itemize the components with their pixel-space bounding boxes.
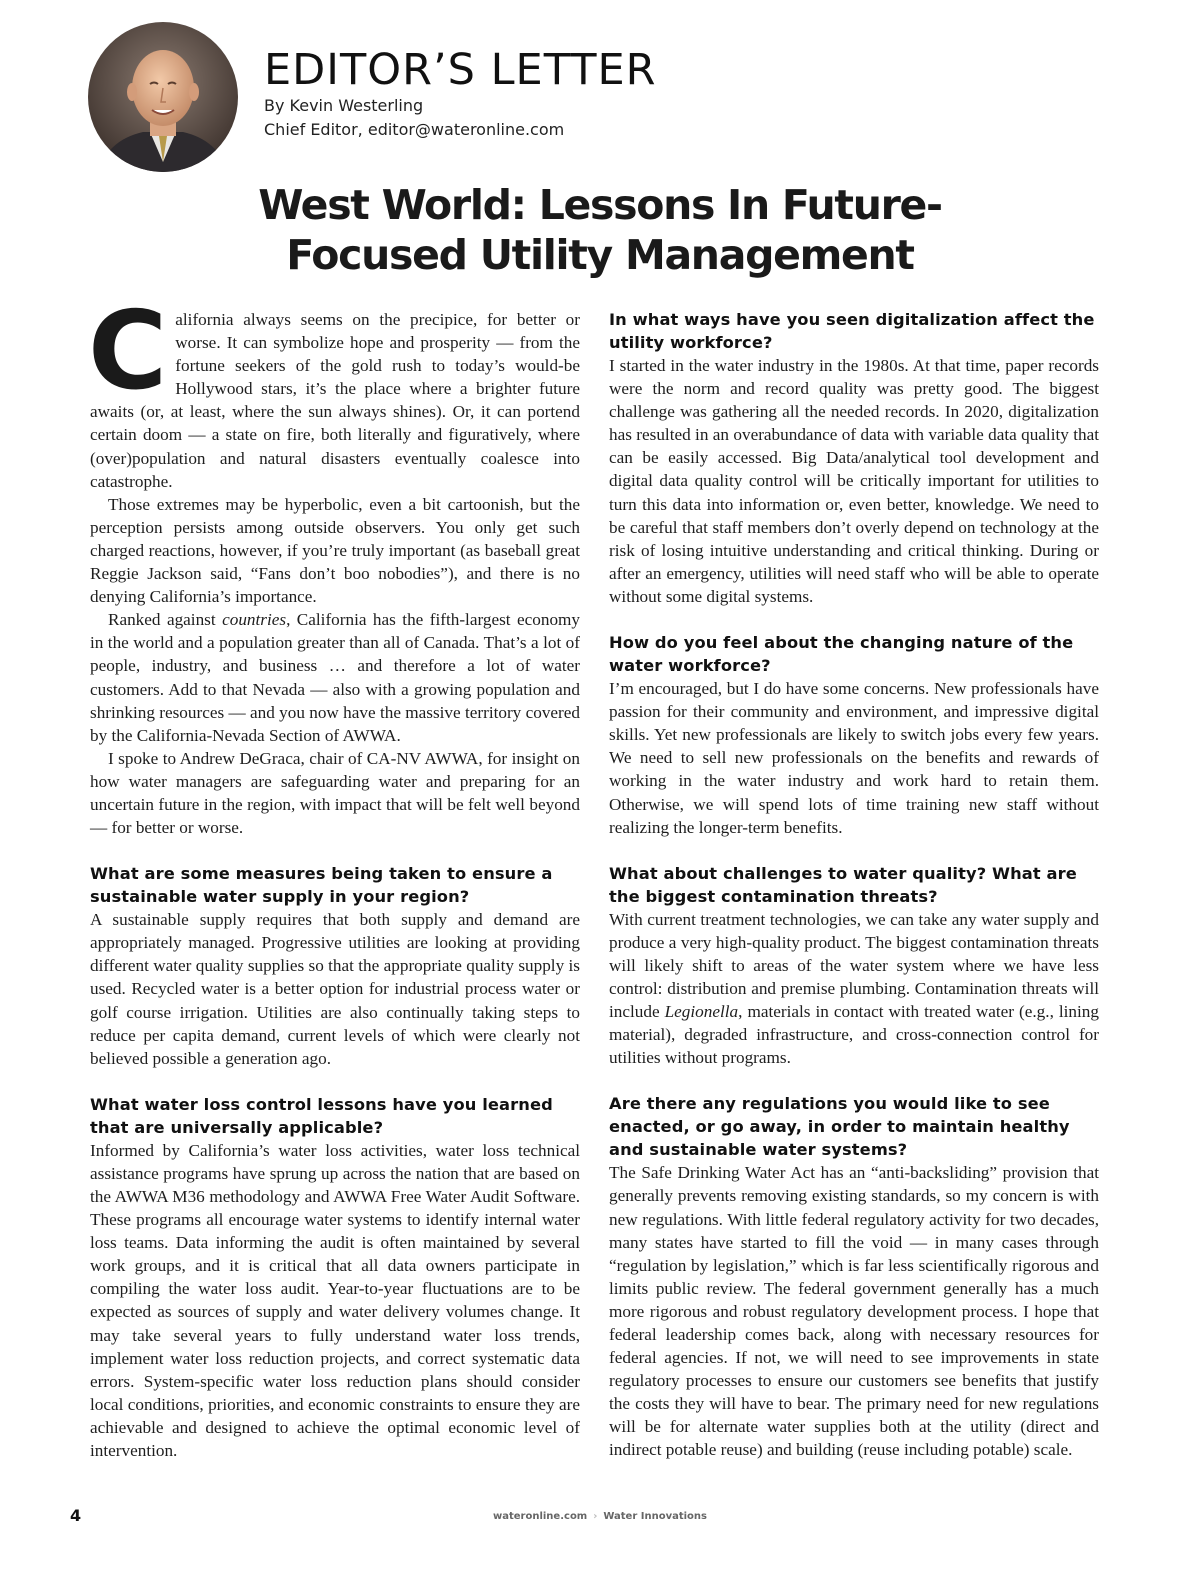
footer-site-link[interactable]: wateronline.com <box>492 1511 588 1522</box>
section-title: EDITOR’S LETTER <box>264 45 657 95</box>
intro-paragraph-2: Those extremes may be hyperbolic, even a bit cartoonish, but the perception persists among outside observers. You only get such charged reactions, however, if you’re truly important (as baseball great Reggie Jackson said, “Fans don’t boo nobodies”), and there is no denying California’s importance. <box>90 494 580 607</box>
question-3: In what ways have you seen digitalization affect the utility workforce? <box>609 310 1095 352</box>
left-column <box>88 289 581 1462</box>
intro-p3-after: , California has the fifth-largest economy in the world and a population greater than all of Canada. That’s a lot of people, industry, and business … and therefore a lot of water customers. Add to that Nevada — also with a growing population and shrinking resources — and you now have the massive territory covered by the California-Nevada Section of AWWA. <box>90 610 581 745</box>
footer-publication: Water Innovations <box>603 1511 708 1522</box>
answer-4: I’m encouraged, but I do have some concerns. New professionals have passion for their community and environment, and impressive digital skills. Yet new professionals are likely to switch jobs every few years. We need to sell new professionals on the benefits and rewards of working in the water industry and work hard to retain them. Otherwise, we will spend lots of time training new staff without realizing the longer-term benefits. <box>609 679 1099 837</box>
intro-text-1: alifornia always seems on the precipice, for better or worse. It can symbolize hope and prosperity — from the fortune seekers of the gold rush to today’s would-be Hollywood stars, it’s the place where a brighter future awaits (or, at least, where the sun always shines). Or, it can portend certain doom — a state on fire, both literally and figuratively, where (over)population and natural disasters eventually coalesce into catastrophe. <box>90 310 580 491</box>
intro-paragraph-4: I spoke to Andrew DeGraca, chair of CA-NV AWWA, for insight on how water managers are safeguarding water and preparing for an uncertain future in the region, with impact that will be felt well beyond — for better or worse. <box>90 748 580 838</box>
answer-2: Informed by California’s water loss activities, water loss technical assistance programs have sprung up across the nation that are based on the AWWA M36 methodology and AWWA Free Water Audit Software. These programs all encourage water systems to identify internal water loss teams. Data informing the audit is often maintained by several work groups, and it is critical that all data owners participate in compiling the water loss audit. Year-to-year fluctuations are to be expected as sources of supply and water delivery volumes change. It may take several years to fully understand water loss trends, implement water loss reduction projects, and correct systematic data errors. System-specific water loss reduction plans should consider local conditions, priorities, and economic constraints to ensure they are achievable and designed to achieve the optimal economic level of intervention. <box>90 1140 580 1461</box>
editor-header <box>88 22 1128 182</box>
footer-credit <box>0 1511 1200 1522</box>
intro-paragraph-1 <box>88 289 580 493</box>
question-5: What about challenges to water quality? What are the biggest contamination threats? <box>609 863 1077 906</box>
question-6: Are there any regulations you would like to see enacted, or go away, in order to maintain healthy and sustainable water systems? <box>609 1094 1070 1160</box>
answer-5 <box>609 908 1099 1070</box>
answer-6: The Safe Drinking Water Act has an “anti-backsliding” provision that generally prevents removing existing standards, so my concern is with new regulations. With little federal regulatory activity for two decades, many states have started to fill the void — in many cases through “regulation by legislation,” which is far less scientifically rigorous and limits public review. The federal government generally has a much more rigorous and robust regulatory development process. I hope that federal leadership comes back, along with necessary resources for federal agencies. If not, we will need to see improvements in state regulatory processes to ensure our customers see benefits that justify the costs they will have to bear. The primary need for new regulations will be for alternate water supplies both at the utility (direct and indirect potable reuse) and building (reuse including potable) scale. <box>609 1163 1099 1460</box>
answer-5-before: With current treatment technologies, we can take any water supply and produce a very high-quality product. The biggest contamination threats will likely shift to areas of the water system where we have less control: distribution and premise plumbing. Contamination threats will include <box>609 909 1099 1022</box>
question-1: What are some measures being taken to ensure a sustainable water supply in your region? <box>90 864 553 907</box>
editor-role: Chief Editor, editor@wateronline.com <box>264 120 565 139</box>
editor-portrait <box>88 22 238 172</box>
footer-separator-icon: › <box>593 1511 598 1522</box>
byline: By Kevin Westerling <box>264 96 424 115</box>
question-4: How do you feel about the changing nature of the water workforce? <box>609 633 1074 676</box>
drop-cap: C <box>88 289 168 414</box>
intro-p3-before: Ranked against <box>108 610 223 630</box>
question-2: What water loss control lessons have you learned that are universally applicable? <box>90 1094 553 1137</box>
answer-5-after: , materials in contact with treated water (e.g., lining material), degraded infrastructure, and cross-connection control for utilities without programs. <box>609 1002 1099 1068</box>
answer-5-emphasis: Legionella <box>664 1002 739 1022</box>
intro-paragraph-3 <box>90 608 580 747</box>
answer-3: I started in the water industry in the 1980s. At that time, paper records were the norm and record quality was pretty good. The biggest challenge was gathering all the needed records. In 2020, digitalization has resulted in an overabundance of data with variable data quality that can be easily accessed. Big Data/analytical tool development and digital data quality control will be critically important for utilities to turn this data into information or, even better, knowledge. We need to be careful that staff members don’t overly depend on technology at the risk of losing intuitive understanding and critical thinking. During or after an emergency, utilities will need staff who will be able to operate without some digital systems. <box>609 356 1099 606</box>
right-column <box>609 308 1099 1462</box>
intro-p3-emphasis: countries <box>222 610 287 630</box>
article-title: West World: Lessons In Future-Focused Utility Management <box>258 181 942 279</box>
answer-1: A sustainable supply requires that both supply and demand are appropriately managed. Progressive utilities are looking at providing different water quality supplies so that the appropriate quality supply is used. Recycled water is a better option for industrial process water or golf course irrigation. Utilities are also continually taking steps to reduce per capita demand, current levels of which were clearly not believed possible a generation ago. <box>90 910 580 1068</box>
page-number: 4 <box>70 1506 82 1525</box>
